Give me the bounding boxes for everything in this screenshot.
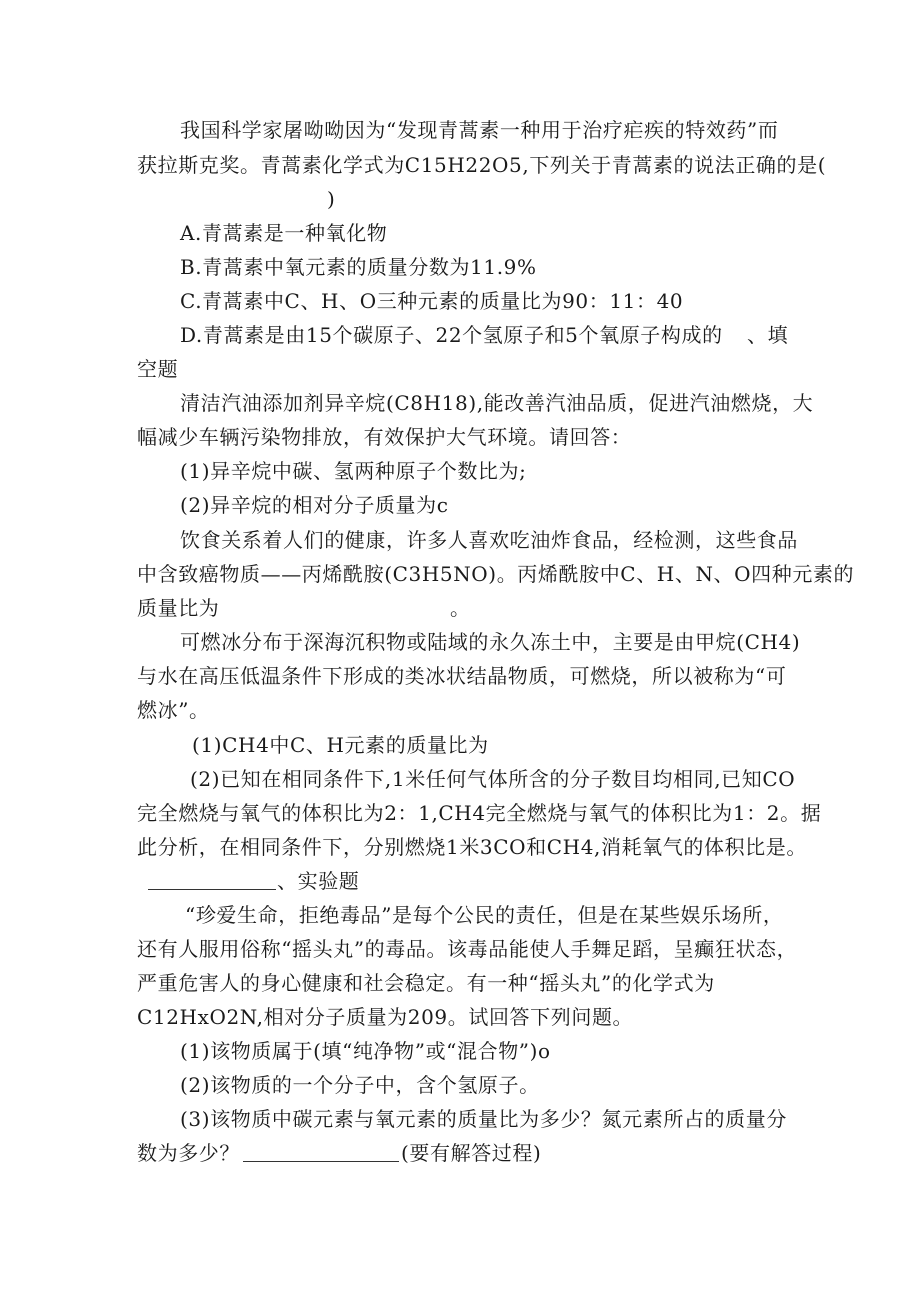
q3-stem-line-3-end: 。 [450, 596, 471, 620]
q4-stem-line-1: 可燃冰分布于深海沉积物或陆域的永久冻土中，主要是由甲烷(CH4) [180, 630, 801, 654]
q5-stem-line-1: “珍爱生命，拒绝毒品”是每个公民的责任，但是在某些娱乐场所， [185, 903, 784, 927]
q5-stem-line-2: 还有人服用俗称“摇头丸”的毒品。该毒品能使人手舞足蹈，呈癫狂状态， [137, 937, 798, 961]
q2-stem-line-1: 清洁汽油添加剂异辛烷(C8H18),能改善汽油品质，促进汽油燃烧，大 [180, 391, 814, 415]
q3-stem-line-2: 中含致癌物质——丙烯酰胺(C3H5NO)。丙烯酰胺中C、H、N、O四种元素的 [137, 562, 855, 586]
q5-sub-3-line-2: 数为多少？ [137, 1141, 240, 1165]
q5-sub-1: (1)该物质属于(填“纯净物”或“混合物”)o [180, 1039, 551, 1063]
section-heading-experiment: 、实验题 [277, 869, 360, 893]
q4-sub-2-line-2: 完全燃烧与氧气的体积比为2：1,CH4完全燃烧与氧气的体积比为1：2。据 [137, 801, 822, 825]
q4-sub-1: (1)CH4中C、H元素的质量比为 [192, 733, 489, 757]
q2-stem-line-2: 幅减少车辆污染物排放，有效保护大气环境。请回答： [137, 425, 632, 449]
q5-sub-2: (2)该物质的一个分子中，含个氢原子。 [180, 1073, 540, 1097]
q1-option-d-tail: 、填 [747, 323, 789, 347]
section-heading-fill-blank: 空题 [137, 357, 179, 381]
q3-stem-line-3: 质量比为 [137, 596, 220, 620]
q1-option-a: A.青蒿素是一种氧化物 [180, 221, 388, 245]
q5-sub-3-end: (要有解答过程) [401, 1141, 542, 1165]
q2-sub-1: (1)异辛烷中碳、氢两种原子个数比为; [180, 459, 527, 483]
q5-stem-line-3: 严重危害人的身心健康和社会稳定。有一种“摇头丸”的化学式为 [137, 971, 715, 995]
q1-option-d: D.青蒿素是由15个碳原子、22个氢原子和5个氧原子构成的 [180, 323, 723, 347]
section-blank-line [148, 871, 276, 890]
answer-blank-line [243, 1143, 399, 1162]
q1-stem-line-2: 获拉斯克奖。青蒿素化学式为C15H22O5,下列关于青蒿素的说法正确的是( [137, 153, 827, 177]
q1-stem-line-3: ) [327, 187, 336, 211]
q4-stem-line-3: 燃冰”。 [137, 698, 210, 722]
q5-stem-line-4: C12HxO2N,相对分子质量为209。试回答下列问题。 [137, 1005, 634, 1029]
q1-stem-line-1: 我国科学家屠呦呦因为“发现青蒿素一种用于治疗疟疾的特效药”而 [180, 118, 779, 142]
q4-sub-2-line-1: (2)已知在相同条件下,1米任何气体所含的分子数目均相同,已知CO [190, 767, 796, 791]
q4-sub-2-line-3: 此分析，在相同条件下，分别燃烧1米3CO和CH4,消耗氧气的体积比是。 [137, 835, 807, 859]
q1-option-b: B.青蒿素中氧元素的质量分数为11.9% [180, 255, 537, 279]
q1-option-c: C.青蒿素中C、H、O三种元素的质量比为90：11：40 [180, 289, 684, 313]
q5-sub-3-line-1: (3)该物质中碳元素与氧元素的质量比为多少？氮元素所占的质量分 [180, 1107, 787, 1131]
q2-sub-2: (2)异辛烷的相对分子质量为c [180, 493, 449, 517]
q4-stem-line-2: 与水在高压低温条件下形成的类冰状结晶物质，可燃烧，所以被称为“可 [137, 664, 787, 688]
q3-stem-line-1: 饮食关系着人们的健康，许多人喜欢吃油炸食品，经检测，这些食品 [180, 528, 798, 552]
